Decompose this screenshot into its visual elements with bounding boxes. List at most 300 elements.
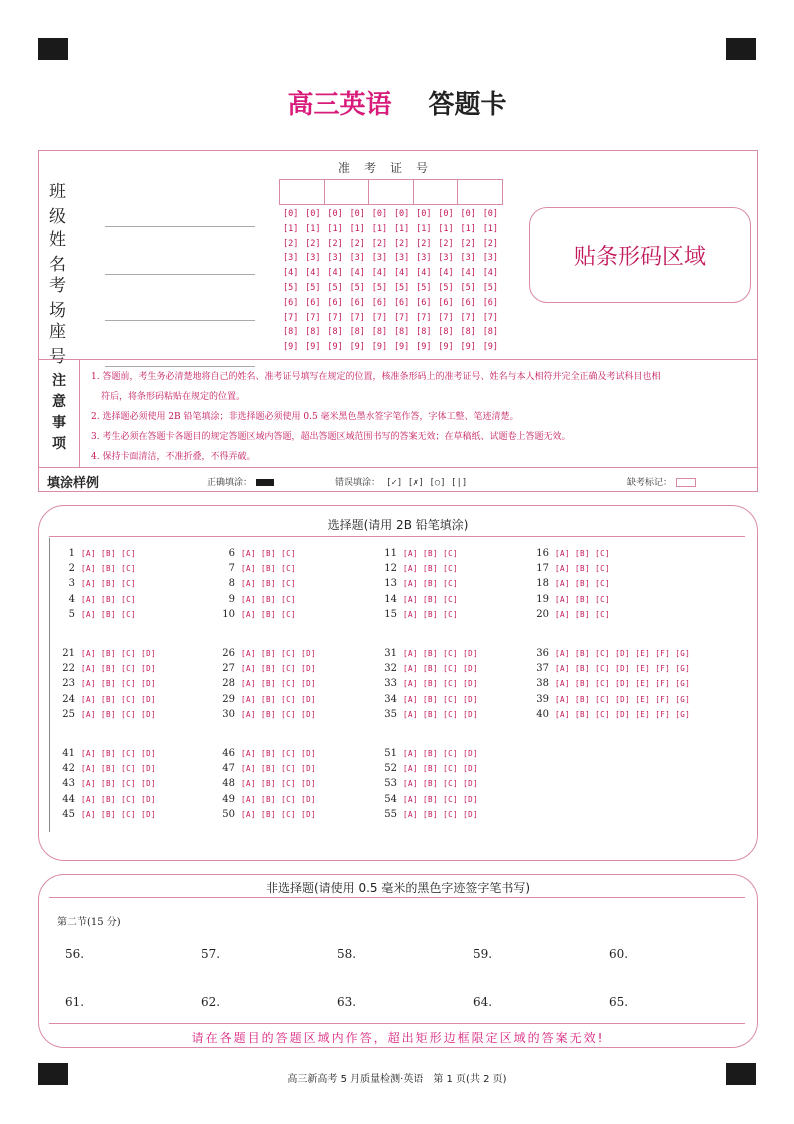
digit-bubble[interactable]: [2] bbox=[349, 238, 365, 249]
option-bubble[interactable]: [B] bbox=[261, 649, 277, 658]
option-bubble[interactable]: [B] bbox=[423, 564, 439, 574]
option-bubble[interactable]: [B] bbox=[423, 709, 439, 719]
option-bubble[interactable]: [B] bbox=[575, 709, 591, 719]
option-bubble[interactable]: [D] bbox=[463, 764, 479, 774]
option-bubble[interactable]: [B] bbox=[261, 564, 277, 574]
digit-bubble[interactable]: [0] bbox=[460, 209, 476, 219]
digit-bubble[interactable]: [6] bbox=[482, 297, 499, 308]
option-bubble[interactable]: [D] bbox=[141, 709, 157, 719]
option-bubble[interactable]: [C] bbox=[443, 809, 459, 819]
option-bubble[interactable]: [D] bbox=[463, 794, 479, 804]
option-bubble[interactable]: [A] bbox=[403, 609, 419, 619]
answer-65[interactable]: 65. bbox=[609, 995, 629, 1009]
digit-bubble[interactable]: [7] bbox=[349, 312, 365, 323]
option-bubble[interactable]: [C] bbox=[443, 609, 459, 619]
option-bubble[interactable]: [C] bbox=[443, 649, 459, 658]
digit-bubble[interactable]: [1] bbox=[349, 223, 365, 234]
option-bubble[interactable]: [C] bbox=[595, 564, 611, 574]
option-bubble[interactable]: [C] bbox=[121, 794, 137, 804]
option-bubble[interactable]: [B] bbox=[575, 679, 591, 689]
digit-bubble[interactable]: [8] bbox=[393, 327, 410, 338]
field-seat-input[interactable] bbox=[105, 348, 255, 367]
option-bubble[interactable]: [A] bbox=[403, 579, 419, 589]
digit-bubble[interactable]: [4] bbox=[393, 268, 410, 279]
option-bubble[interactable]: [C] bbox=[281, 609, 297, 619]
option-bubble[interactable]: [E] bbox=[635, 679, 651, 689]
option-bubble[interactable]: [B] bbox=[101, 609, 117, 619]
option-bubble[interactable]: [A] bbox=[81, 709, 97, 719]
digit-bubble[interactable]: [2] bbox=[393, 238, 410, 249]
option-bubble[interactable]: [A] bbox=[81, 749, 97, 758]
option-bubble[interactable]: [C] bbox=[281, 679, 297, 689]
digit-bubble[interactable]: [7] bbox=[482, 312, 499, 323]
option-bubble[interactable]: [B] bbox=[423, 779, 439, 789]
option-bubble[interactable]: [C] bbox=[443, 549, 459, 558]
digit-bubble[interactable]: [2] bbox=[416, 238, 432, 249]
option-bubble[interactable]: [D] bbox=[615, 664, 631, 674]
option-bubble[interactable]: [D] bbox=[301, 809, 317, 819]
option-bubble[interactable]: [D] bbox=[301, 709, 317, 719]
option-bubble[interactable]: [D] bbox=[301, 679, 317, 689]
option-bubble[interactable]: [A] bbox=[241, 779, 257, 789]
digit-bubble[interactable]: [4] bbox=[460, 268, 476, 279]
option-bubble[interactable]: [C] bbox=[281, 564, 297, 574]
digit-bubble[interactable]: [1] bbox=[482, 223, 499, 234]
digit-bubble[interactable]: [8] bbox=[305, 327, 321, 338]
digit-bubble[interactable]: [9] bbox=[438, 342, 454, 353]
option-bubble[interactable]: [D] bbox=[615, 649, 631, 658]
digit-bubble[interactable]: [2] bbox=[460, 238, 476, 249]
digit-bubble[interactable]: [6] bbox=[349, 297, 365, 308]
digit-bubble[interactable]: [0] bbox=[482, 209, 499, 219]
option-bubble[interactable]: [A] bbox=[81, 579, 97, 589]
option-bubble[interactable]: [C] bbox=[595, 709, 611, 719]
option-bubble[interactable]: [B] bbox=[261, 664, 277, 674]
option-bubble[interactable]: [A] bbox=[403, 679, 419, 689]
option-bubble[interactable]: [B] bbox=[261, 794, 277, 804]
digit-bubble[interactable]: [5] bbox=[416, 282, 432, 293]
option-bubble[interactable]: [A] bbox=[81, 694, 97, 704]
option-bubble[interactable]: [C] bbox=[443, 709, 459, 719]
answer-61[interactable]: 61. bbox=[65, 995, 85, 1009]
option-bubble[interactable]: [A] bbox=[555, 709, 571, 719]
digit-bubble[interactable]: [6] bbox=[305, 297, 321, 308]
option-bubble[interactable]: [C] bbox=[595, 594, 611, 604]
absent-checkbox[interactable] bbox=[676, 478, 696, 487]
option-bubble[interactable]: [A] bbox=[241, 564, 257, 574]
option-bubble[interactable]: [G] bbox=[675, 649, 691, 658]
digit-bubble[interactable]: [0] bbox=[305, 209, 321, 219]
option-bubble[interactable]: [C] bbox=[281, 549, 297, 558]
option-bubble[interactable]: [A] bbox=[403, 594, 419, 604]
option-bubble[interactable]: [A] bbox=[403, 764, 419, 774]
option-bubble[interactable]: [C] bbox=[121, 579, 137, 589]
option-bubble[interactable]: [B] bbox=[423, 664, 439, 674]
option-bubble[interactable]: [B] bbox=[423, 579, 439, 589]
option-bubble[interactable]: [C] bbox=[121, 649, 137, 658]
digit-bubble[interactable]: [5] bbox=[393, 282, 410, 293]
admission-number-boxes[interactable] bbox=[279, 179, 503, 205]
option-bubble[interactable]: [D] bbox=[141, 794, 157, 804]
option-bubble[interactable]: [C] bbox=[281, 749, 297, 758]
option-bubble[interactable]: [C] bbox=[121, 594, 137, 604]
digit-bubble[interactable]: [0] bbox=[371, 209, 388, 219]
option-bubble[interactable]: [B] bbox=[423, 549, 439, 558]
digit-bubble[interactable]: [0] bbox=[349, 209, 365, 219]
option-bubble[interactable]: [B] bbox=[101, 649, 117, 658]
option-bubble[interactable]: [D] bbox=[463, 809, 479, 819]
option-bubble[interactable]: [C] bbox=[121, 694, 137, 704]
option-bubble[interactable]: [A] bbox=[81, 779, 97, 789]
digit-bubble[interactable]: [1] bbox=[327, 223, 343, 234]
option-bubble[interactable]: [A] bbox=[403, 549, 419, 558]
option-bubble[interactable]: [C] bbox=[281, 649, 297, 658]
option-bubble[interactable]: [B] bbox=[575, 649, 591, 658]
digit-bubble[interactable]: [9] bbox=[371, 342, 388, 353]
option-bubble[interactable]: [C] bbox=[281, 594, 297, 604]
option-bubble[interactable]: [B] bbox=[575, 579, 591, 589]
option-bubble[interactable]: [A] bbox=[555, 579, 571, 589]
option-bubble[interactable]: [A] bbox=[403, 809, 419, 819]
digit-bubble[interactable]: [0] bbox=[283, 209, 299, 219]
option-bubble[interactable]: [F] bbox=[655, 664, 671, 674]
option-bubble[interactable]: [A] bbox=[241, 664, 257, 674]
digit-bubble[interactable]: [2] bbox=[438, 238, 454, 249]
option-bubble[interactable]: [A] bbox=[241, 594, 257, 604]
digit-bubble[interactable]: [9] bbox=[393, 342, 410, 353]
option-bubble[interactable]: [B] bbox=[101, 809, 117, 819]
digit-bubble[interactable]: [1] bbox=[438, 223, 454, 234]
option-bubble[interactable]: [B] bbox=[101, 579, 117, 589]
option-bubble[interactable]: [C] bbox=[121, 549, 137, 558]
option-bubble[interactable]: [B] bbox=[101, 549, 117, 558]
option-bubble[interactable]: [C] bbox=[443, 764, 459, 774]
option-bubble[interactable]: [D] bbox=[141, 679, 157, 689]
digit-bubble[interactable]: [8] bbox=[416, 327, 432, 338]
option-bubble[interactable]: [B] bbox=[261, 549, 277, 558]
option-bubble[interactable]: [A] bbox=[241, 764, 257, 774]
digit-bubble[interactable]: [0] bbox=[393, 209, 410, 219]
option-bubble[interactable]: [G] bbox=[675, 679, 691, 689]
option-bubble[interactable]: [D] bbox=[301, 649, 317, 658]
option-bubble[interactable]: [D] bbox=[463, 679, 479, 689]
option-bubble[interactable]: [C] bbox=[443, 664, 459, 674]
option-bubble[interactable]: [C] bbox=[443, 594, 459, 604]
option-bubble[interactable]: [C] bbox=[121, 764, 137, 774]
option-bubble[interactable]: [B] bbox=[423, 649, 439, 658]
digit-bubble[interactable]: [1] bbox=[283, 223, 299, 234]
digit-bubble[interactable]: [3] bbox=[349, 253, 365, 264]
option-bubble[interactable]: [A] bbox=[403, 664, 419, 674]
option-bubble[interactable]: [B] bbox=[575, 594, 591, 604]
option-bubble[interactable]: [C] bbox=[121, 809, 137, 819]
option-bubble[interactable]: [A] bbox=[555, 549, 571, 558]
option-bubble[interactable]: [D] bbox=[615, 709, 631, 719]
option-bubble[interactable]: [B] bbox=[101, 564, 117, 574]
option-bubble[interactable]: [B] bbox=[423, 609, 439, 619]
answer-60[interactable]: 60. bbox=[609, 947, 629, 961]
option-bubble[interactable]: [D] bbox=[141, 764, 157, 774]
option-bubble[interactable]: [D] bbox=[301, 794, 317, 804]
option-bubble[interactable]: [B] bbox=[575, 549, 591, 558]
digit-bubble[interactable]: [1] bbox=[305, 223, 321, 234]
option-bubble[interactable]: [B] bbox=[101, 679, 117, 689]
digit-bubble[interactable]: [7] bbox=[305, 312, 321, 323]
option-bubble[interactable]: [C] bbox=[595, 694, 611, 704]
option-bubble[interactable]: [B] bbox=[575, 564, 591, 574]
option-bubble[interactable]: [A] bbox=[81, 764, 97, 774]
option-bubble[interactable]: [D] bbox=[141, 694, 157, 704]
option-bubble[interactable]: [A] bbox=[81, 564, 97, 574]
admission-digit-bubbles[interactable] bbox=[283, 207, 507, 355]
option-bubble[interactable]: [C] bbox=[121, 564, 137, 574]
option-bubble[interactable]: [C] bbox=[281, 579, 297, 589]
option-bubble[interactable]: [A] bbox=[403, 694, 419, 704]
answer-63[interactable]: 63. bbox=[337, 995, 357, 1009]
option-bubble[interactable]: [A] bbox=[81, 609, 97, 619]
digit-bubble[interactable]: [8] bbox=[482, 327, 499, 338]
option-bubble[interactable]: [C] bbox=[443, 564, 459, 574]
digit-bubble[interactable]: [8] bbox=[327, 327, 343, 338]
answer-58[interactable]: 58. bbox=[337, 947, 357, 961]
option-bubble[interactable]: [D] bbox=[141, 649, 157, 658]
digit-bubble[interactable]: [7] bbox=[327, 312, 343, 323]
digit-bubble[interactable]: [8] bbox=[438, 327, 454, 338]
option-bubble[interactable]: [A] bbox=[81, 649, 97, 658]
digit-bubble[interactable]: [9] bbox=[283, 342, 299, 353]
option-bubble[interactable]: [D] bbox=[141, 664, 157, 674]
option-bubble[interactable]: [A] bbox=[555, 679, 571, 689]
option-bubble[interactable]: [C] bbox=[121, 709, 137, 719]
option-bubble[interactable]: [C] bbox=[595, 649, 611, 658]
option-bubble[interactable]: [D] bbox=[463, 649, 479, 658]
digit-bubble[interactable]: [8] bbox=[349, 327, 365, 338]
option-bubble[interactable]: [B] bbox=[261, 609, 277, 619]
option-bubble[interactable]: [E] bbox=[635, 649, 651, 658]
option-bubble[interactable]: [A] bbox=[403, 709, 419, 719]
option-bubble[interactable]: [B] bbox=[101, 764, 117, 774]
digit-bubble[interactable]: [4] bbox=[438, 268, 454, 279]
option-bubble[interactable]: [F] bbox=[655, 679, 671, 689]
option-bubble[interactable]: [B] bbox=[423, 694, 439, 704]
option-bubble[interactable]: [A] bbox=[555, 594, 571, 604]
option-bubble[interactable]: [D] bbox=[141, 779, 157, 789]
option-bubble[interactable]: [A] bbox=[555, 649, 571, 658]
option-bubble[interactable]: [A] bbox=[81, 664, 97, 674]
digit-bubble[interactable]: [9] bbox=[349, 342, 365, 353]
option-bubble[interactable]: [D] bbox=[463, 694, 479, 704]
digit-bubble[interactable]: [4] bbox=[482, 268, 499, 279]
option-bubble[interactable]: [B] bbox=[101, 709, 117, 719]
digit-bubble[interactable]: [4] bbox=[283, 268, 299, 279]
option-bubble[interactable]: [C] bbox=[595, 609, 611, 619]
option-bubble[interactable]: [D] bbox=[463, 749, 479, 758]
option-bubble[interactable]: [A] bbox=[241, 709, 257, 719]
digit-bubble[interactable]: [1] bbox=[416, 223, 432, 234]
digit-bubble[interactable]: [9] bbox=[305, 342, 321, 353]
digit-bubble[interactable]: [9] bbox=[482, 342, 499, 353]
option-bubble[interactable]: [B] bbox=[423, 594, 439, 604]
option-bubble[interactable]: [B] bbox=[261, 779, 277, 789]
option-bubble[interactable]: [B] bbox=[101, 694, 117, 704]
digit-bubble[interactable]: [5] bbox=[460, 282, 476, 293]
option-bubble[interactable]: [B] bbox=[261, 594, 277, 604]
option-bubble[interactable]: [B] bbox=[575, 609, 591, 619]
option-bubble[interactable]: [A] bbox=[403, 794, 419, 804]
digit-bubble[interactable]: [6] bbox=[393, 297, 410, 308]
answer-64[interactable]: 64. bbox=[473, 995, 493, 1009]
digit-bubble[interactable]: [5] bbox=[327, 282, 343, 293]
digit-bubble[interactable]: [9] bbox=[327, 342, 343, 353]
option-bubble[interactable]: [C] bbox=[443, 749, 459, 758]
digit-bubble[interactable]: [9] bbox=[460, 342, 476, 353]
digit-bubble[interactable]: [3] bbox=[305, 253, 321, 264]
digit-bubble[interactable]: [3] bbox=[460, 253, 476, 264]
answer-62[interactable]: 62. bbox=[201, 995, 221, 1009]
option-bubble[interactable]: [C] bbox=[281, 664, 297, 674]
option-bubble[interactable]: [D] bbox=[615, 679, 631, 689]
option-bubble[interactable]: [A] bbox=[241, 809, 257, 819]
digit-bubble[interactable]: [4] bbox=[305, 268, 321, 279]
option-bubble[interactable]: [C] bbox=[281, 794, 297, 804]
digit-bubble[interactable]: [2] bbox=[327, 238, 343, 249]
option-bubble[interactable]: [C] bbox=[595, 549, 611, 558]
option-bubble[interactable]: [D] bbox=[301, 694, 317, 704]
option-bubble[interactable]: [A] bbox=[241, 794, 257, 804]
option-bubble[interactable]: [A] bbox=[81, 549, 97, 558]
option-bubble[interactable]: [C] bbox=[121, 679, 137, 689]
option-bubble[interactable]: [C] bbox=[281, 764, 297, 774]
digit-bubble[interactable]: [5] bbox=[349, 282, 365, 293]
digit-bubble[interactable]: [4] bbox=[327, 268, 343, 279]
digit-bubble[interactable]: [3] bbox=[283, 253, 299, 264]
digit-bubble[interactable]: [2] bbox=[371, 238, 388, 249]
option-bubble[interactable]: [A] bbox=[241, 609, 257, 619]
digit-bubble[interactable]: [0] bbox=[327, 209, 343, 219]
option-bubble[interactable]: [B] bbox=[423, 809, 439, 819]
digit-bubble[interactable]: [2] bbox=[305, 238, 321, 249]
option-bubble[interactable]: [B] bbox=[423, 764, 439, 774]
option-bubble[interactable]: [A] bbox=[241, 649, 257, 658]
option-bubble[interactable]: [A] bbox=[81, 794, 97, 804]
option-bubble[interactable]: [D] bbox=[463, 709, 479, 719]
option-bubble[interactable]: [C] bbox=[443, 779, 459, 789]
option-bubble[interactable]: [F] bbox=[655, 694, 671, 704]
digit-bubble[interactable]: [3] bbox=[438, 253, 454, 264]
option-bubble[interactable]: [A] bbox=[403, 779, 419, 789]
digit-bubble[interactable]: [7] bbox=[438, 312, 454, 323]
option-bubble[interactable]: [B] bbox=[101, 794, 117, 804]
option-bubble[interactable]: [D] bbox=[301, 779, 317, 789]
option-bubble[interactable]: [D] bbox=[141, 749, 157, 758]
option-bubble[interactable]: [B] bbox=[261, 749, 277, 758]
answer-57[interactable]: 57. bbox=[201, 947, 221, 961]
digit-bubble[interactable]: [8] bbox=[371, 327, 388, 338]
digit-bubble[interactable]: [6] bbox=[438, 297, 454, 308]
option-bubble[interactable]: [A] bbox=[241, 549, 257, 558]
digit-bubble[interactable]: [3] bbox=[371, 253, 388, 264]
option-bubble[interactable]: [C] bbox=[121, 779, 137, 789]
option-bubble[interactable]: [B] bbox=[423, 749, 439, 758]
digit-bubble[interactable]: [4] bbox=[349, 268, 365, 279]
option-bubble[interactable]: [F] bbox=[655, 709, 671, 719]
option-bubble[interactable]: [D] bbox=[141, 809, 157, 819]
option-bubble[interactable]: [C] bbox=[595, 579, 611, 589]
option-bubble[interactable]: [E] bbox=[635, 694, 651, 704]
option-bubble[interactable]: [A] bbox=[81, 679, 97, 689]
option-bubble[interactable]: [G] bbox=[675, 694, 691, 704]
option-bubble[interactable]: [E] bbox=[635, 709, 651, 719]
option-bubble[interactable]: [C] bbox=[443, 794, 459, 804]
option-bubble[interactable]: [B] bbox=[101, 749, 117, 758]
digit-bubble[interactable]: [8] bbox=[283, 327, 299, 338]
option-bubble[interactable]: [B] bbox=[261, 809, 277, 819]
option-bubble[interactable]: [G] bbox=[675, 709, 691, 719]
option-bubble[interactable]: [D] bbox=[463, 779, 479, 789]
digit-bubble[interactable]: [1] bbox=[371, 223, 388, 234]
option-bubble[interactable]: [C] bbox=[121, 749, 137, 758]
option-bubble[interactable]: [A] bbox=[555, 664, 571, 674]
answer-59[interactable]: 59. bbox=[473, 947, 493, 961]
option-bubble[interactable]: [E] bbox=[635, 664, 651, 674]
digit-bubble[interactable]: [7] bbox=[283, 312, 299, 323]
digit-bubble[interactable]: [6] bbox=[283, 297, 299, 308]
option-bubble[interactable]: [C] bbox=[595, 664, 611, 674]
digit-bubble[interactable]: [6] bbox=[416, 297, 432, 308]
digit-bubble[interactable]: [5] bbox=[305, 282, 321, 293]
digit-bubble[interactable]: [5] bbox=[371, 282, 388, 293]
digit-bubble[interactable]: [8] bbox=[460, 327, 476, 338]
option-bubble[interactable]: [C] bbox=[281, 694, 297, 704]
option-bubble[interactable]: [B] bbox=[101, 779, 117, 789]
option-bubble[interactable]: [A] bbox=[403, 749, 419, 758]
option-bubble[interactable]: [C] bbox=[281, 709, 297, 719]
option-bubble[interactable]: [C] bbox=[121, 609, 137, 619]
option-bubble[interactable]: [A] bbox=[241, 749, 257, 758]
digit-bubble[interactable]: [3] bbox=[482, 253, 499, 264]
digit-bubble[interactable]: [5] bbox=[283, 282, 299, 293]
digit-bubble[interactable]: [0] bbox=[438, 209, 454, 219]
digit-bubble[interactable]: [6] bbox=[327, 297, 343, 308]
option-bubble[interactable]: [B] bbox=[423, 794, 439, 804]
option-bubble[interactable]: [C] bbox=[443, 694, 459, 704]
option-bubble[interactable]: [A] bbox=[241, 679, 257, 689]
option-bubble[interactable]: [B] bbox=[261, 679, 277, 689]
option-bubble[interactable]: [B] bbox=[101, 594, 117, 604]
answer-56[interactable]: 56. bbox=[65, 947, 85, 961]
digit-bubble[interactable]: [5] bbox=[438, 282, 454, 293]
option-bubble[interactable]: [A] bbox=[555, 694, 571, 704]
digit-bubble[interactable]: [4] bbox=[371, 268, 388, 279]
digit-bubble[interactable]: [3] bbox=[327, 253, 343, 264]
option-bubble[interactable]: [G] bbox=[675, 664, 691, 674]
digit-bubble[interactable]: [7] bbox=[371, 312, 388, 323]
option-bubble[interactable]: [B] bbox=[423, 679, 439, 689]
digit-bubble[interactable]: [6] bbox=[460, 297, 476, 308]
option-bubble[interactable]: [C] bbox=[121, 664, 137, 674]
digit-bubble[interactable]: [6] bbox=[371, 297, 388, 308]
option-bubble[interactable]: [B] bbox=[101, 664, 117, 674]
option-bubble[interactable]: [B] bbox=[261, 764, 277, 774]
option-bubble[interactable]: [A] bbox=[81, 594, 97, 604]
digit-bubble[interactable]: [2] bbox=[283, 238, 299, 249]
digit-bubble[interactable]: [7] bbox=[460, 312, 476, 323]
digit-bubble[interactable]: [5] bbox=[482, 282, 499, 293]
option-bubble[interactable]: [C] bbox=[443, 579, 459, 589]
option-bubble[interactable]: [D] bbox=[301, 764, 317, 774]
option-bubble[interactable]: [C] bbox=[443, 679, 459, 689]
option-bubble[interactable]: [A] bbox=[241, 579, 257, 589]
